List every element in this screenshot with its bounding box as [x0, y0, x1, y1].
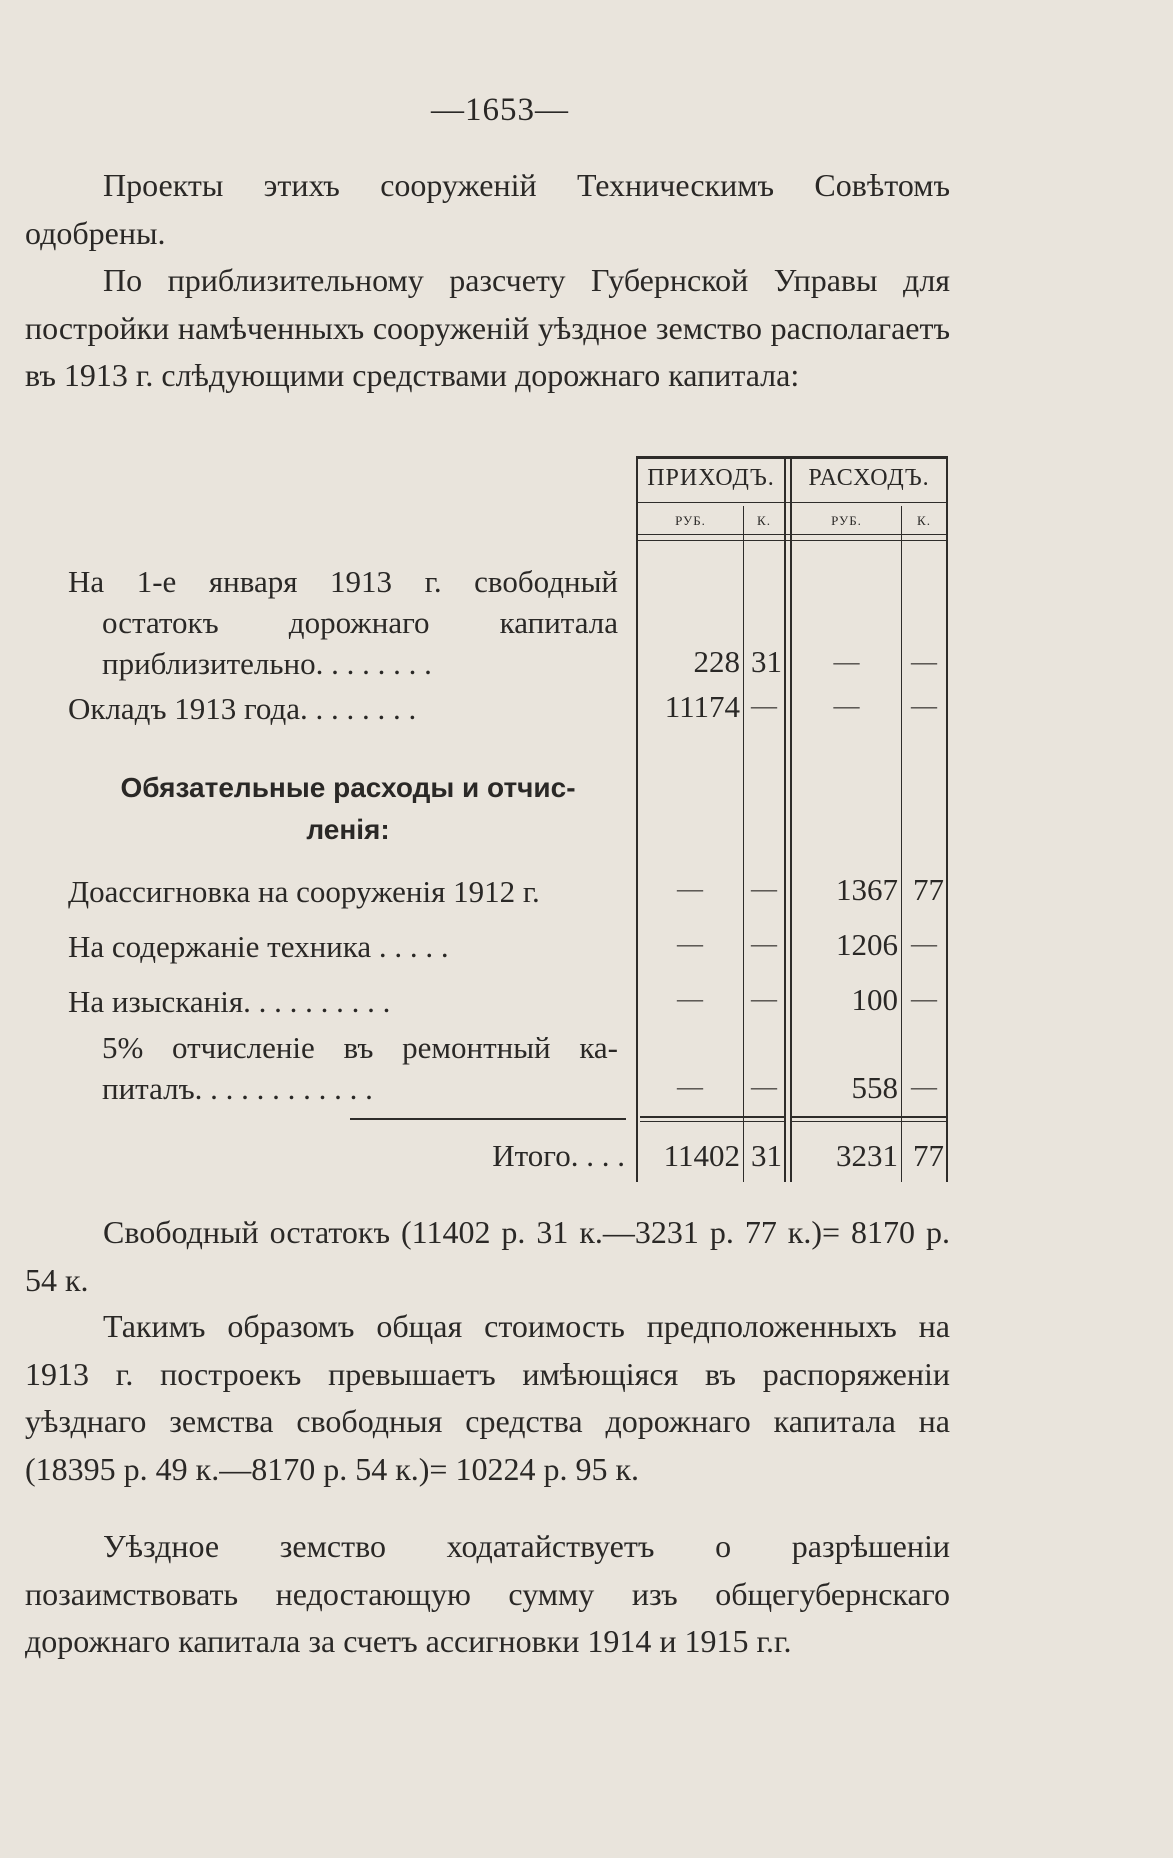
row-6-income-rub: — [677, 984, 703, 1013]
total-expense-kop: 77 [913, 1138, 944, 1173]
col-line-right [946, 456, 948, 1182]
paragraph-5: Уѣздное земство ходатайствуетъ о разрѣшеніи позаимствовать недостающую сумму изъ общегубернскаго дорожнаго капитала за счетъ ассигновки 1914 и 1915 г.г. [25, 1528, 950, 1659]
row-2-income-rub: 11174 [664, 689, 740, 724]
row-7-expense-rub: 558 [851, 1070, 898, 1105]
row-4-expense-kop: 77 [913, 872, 944, 907]
row-label-7-line1: 5% отчисленіе въ ремонтный ка- [102, 1030, 618, 1065]
row-7-income-rub: — [677, 1072, 703, 1101]
row-5-income-rub: — [677, 929, 703, 958]
row-4-expense-rub: 1367 [836, 872, 898, 907]
row-label-1-line1: На 1-е января 1913 г. свободный [68, 564, 618, 599]
total-label: Итого. . . . [492, 1138, 625, 1173]
row-7-income-kop: — [751, 1072, 777, 1101]
total-rule-expense-1 [792, 1116, 946, 1118]
row-5-expense-kop: — [911, 929, 937, 958]
row-2-expense-kop: — [911, 691, 937, 720]
row-2-income-kop: — [751, 691, 777, 720]
row-1-income-kop: 31 [751, 644, 782, 679]
row-label-7-line2: питалъ. . . . . . . . . . . . [102, 1071, 373, 1106]
paragraph-2: По приблизительному разсчету Губернской Управы для постройки намѣченныхъ сооруженій уѣздное земство располагаетъ въ 1913 г. слѣдующими средствами дорожнаго капитала: [25, 262, 950, 393]
row-label-6: На изысканія. . . . . . . . . . [68, 984, 391, 1019]
header-rule [636, 502, 948, 503]
section-heading-line1: Обязательные расходы и отчис- [120, 772, 576, 803]
total-rule-income-2 [640, 1121, 784, 1122]
row-label-5: На содержаніе техника . . . . . [68, 929, 449, 964]
row-6-expense-rub: 100 [851, 982, 898, 1017]
total-income-kop: 31 [751, 1138, 782, 1173]
paragraph-1: Проекты этихъ сооруженій Техническимъ Совѣтомъ одобрены. [25, 167, 950, 251]
row-1-expense-rub: — [833, 647, 860, 676]
col-line-mid-a [784, 456, 786, 1182]
header-income: ПРИХОДЪ. [647, 465, 775, 491]
table-top-rule [636, 456, 948, 459]
page-number: —1653— [431, 92, 569, 128]
budget-table [0, 456, 1000, 1196]
subheader-income-rub: РУБ. [675, 513, 706, 528]
row-label-1-line3: приблизительно. . . . . . . . [102, 646, 432, 681]
header-expense: РАСХОДЪ. [808, 465, 930, 491]
total-rule-income-1 [640, 1116, 784, 1118]
total-income-rub: 11402 [663, 1138, 740, 1173]
total-rule-expense-2 [792, 1121, 946, 1122]
row-5-income-kop: — [751, 929, 777, 958]
col-line-left [636, 456, 638, 1182]
subheader-expense-rub: РУБ. [831, 513, 862, 528]
section-heading-line2: ленія: [306, 814, 390, 845]
row-4-income-rub: — [677, 874, 703, 903]
row-2-expense-rub: — [833, 691, 860, 720]
total-rule-label [350, 1118, 626, 1120]
row-label-1-line2: остатокъ дорожнаго капитала [102, 605, 618, 640]
row-label-4: Доассигновка на сооруженія 1912 г. [68, 874, 540, 909]
total-expense-rub: 3231 [836, 1138, 898, 1173]
row-label-2: Окладъ 1913 года. . . . . . . . [68, 691, 417, 726]
subheader-income-kop: К. [757, 513, 771, 528]
row-6-income-kop: — [751, 984, 777, 1013]
subheader-expense-kop: К. [917, 513, 931, 528]
row-6-expense-kop: — [911, 984, 937, 1013]
row-4-income-kop: — [751, 874, 777, 903]
row-1-income-rub: 228 [693, 644, 740, 679]
row-7-expense-kop: — [911, 1072, 937, 1101]
paragraph-4: Такимъ образомъ общая стоимость предположенныхъ на 1913 г. построекъ превышаетъ имѣющіяся въ распоряженіи уѣзднаго земства свободныя средства дорожнаго капитала на (18395 р. 49 к.—8170 р. 54 к.)= 10224 р. 95 к. [25, 1308, 950, 1487]
row-5-expense-rub: 1206 [836, 927, 898, 962]
paragraph-3: Свободный остатокъ (11402 р. 31 к.—3231 р. 77 к.)= 8170 р. 54 к. [25, 1214, 950, 1298]
row-1-expense-kop: — [911, 647, 937, 676]
